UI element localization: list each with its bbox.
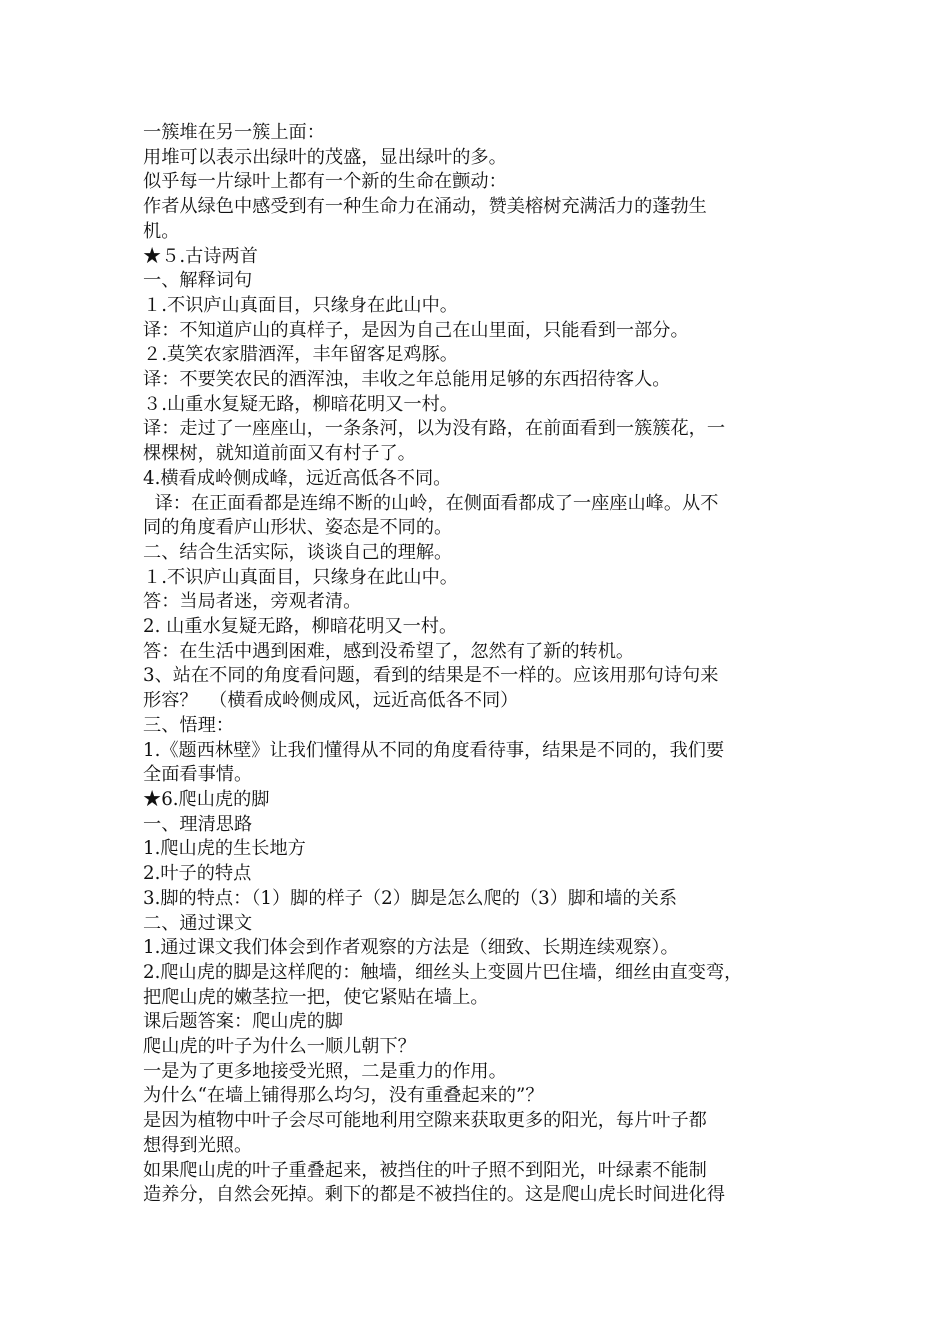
- text-line: １.不识庐山真面目，只缘身在此山中。: [143, 566, 458, 588]
- text-line: 3、站在不同的角度看问题，看到的结果是不一样的。应该用那句诗句来: [143, 665, 719, 687]
- text-line: 作者从绿色中感受到有一种生命力在涌动，赞美榕树充满活力的蓬勃生: [143, 196, 707, 218]
- text-line: 译：不知道庐山的真样子，是因为自己在山里面，只能看到一部分。: [143, 319, 689, 341]
- section-heading: ★５.古诗两首: [143, 245, 258, 267]
- text-line: 一是为了更多地接受光照，二是重力的作用。: [143, 1060, 507, 1082]
- subsection-heading: 一、解释词句: [143, 270, 253, 292]
- text-line: 1.通过课文我们体会到作者观察的方法是（细致、长期连续观察）。: [143, 937, 679, 959]
- text-line: 同的角度看庐山形状、姿态是不同的。: [143, 517, 453, 539]
- text-line: 译：走过了一座座山，一条条河，以为没有路，在前面看到一簇簇花，一: [143, 418, 726, 440]
- section-heading: ★6.爬山虎的脚: [143, 788, 270, 810]
- text-line: 4.横看成岭侧成峰，远近高低各不同。: [143, 467, 452, 489]
- text-line: 把爬山虎的嫩茎拉一把，使它紧贴在墙上。: [143, 986, 489, 1008]
- text-line: 用堆可以表示出绿叶的茂盛，显出绿叶的多。: [143, 146, 507, 168]
- text-line: 译：不要笑农民的酒浑浊，丰收之年总能用足够的东西招待客人。: [143, 369, 671, 391]
- text-line: 造养分，自然会死掉。剩下的都是不被挡住的。这是爬山虎长时间进化得: [143, 1184, 726, 1206]
- subsection-heading: 二、通过课文: [143, 912, 253, 934]
- subsection-heading: 一、理清思路: [143, 813, 253, 835]
- text-line: ２.莫笑农家腊酒浑，丰年留客足鸡豚。: [143, 344, 458, 366]
- text-line: 机。: [143, 220, 180, 242]
- text-line: 2. 山重水复疑无路，柳暗花明又一村。: [143, 616, 458, 638]
- text-line: 形容？ （横看成岭侧成风，远近高低各不同）: [143, 690, 519, 712]
- text-line: １.不识庐山真面目，只缘身在此山中。: [143, 294, 458, 316]
- text-line: 一簇堆在另一簇上面：: [143, 122, 325, 143]
- text-line: 译：在正面看都是连绵不断的山岭，在侧面看都成了一座座山峰。从不: [143, 492, 719, 514]
- text-line: 课后题答案：爬山虎的脚: [143, 1011, 344, 1033]
- text-line: 答：当局者迷，旁观者清。: [143, 591, 362, 613]
- text-line: 棵棵树，就知道前面又有村子了。: [143, 443, 416, 465]
- text-line: 2.爬山虎的脚是这样爬的：触墙，细丝头上变圆片巴住墙，细丝由直变弯，: [143, 961, 743, 983]
- text-line: 想得到光照。: [143, 1134, 253, 1156]
- document-page: [143, 121, 813, 1208]
- subsection-heading: 三、悟理：: [143, 714, 234, 736]
- subsection-heading: 二、结合生活实际，谈谈自己的理解。: [143, 541, 453, 563]
- text-line: 1.《题西林壁》让我们懂得从不同的角度看待事，结果是不同的，我们要: [143, 739, 725, 761]
- text-line: ３.山重水复疑无路，柳暗花明又一村。: [143, 393, 458, 415]
- text-line: 为什么“在墙上铺得那么均匀，没有重叠起来的”？: [143, 1085, 544, 1107]
- text-line: 2.叶子的特点: [143, 863, 252, 885]
- text-line: 全面看事情。: [143, 764, 253, 786]
- text-line: 如果爬山虎的叶子重叠起来，被挡住的叶子照不到阳光，叶绿素不能制: [143, 1159, 707, 1181]
- text-line: 1.爬山虎的生长地方: [143, 838, 306, 860]
- text-line: 爬山虎的叶子为什么一顺儿朝下？: [143, 1036, 416, 1058]
- text-line: 3.脚的特点：（1）脚的样子（2）脚是怎么爬的（3）脚和墙的关系: [143, 887, 678, 909]
- text-line: 似乎每一片绿叶上都有一个新的生命在颤动：: [143, 171, 507, 193]
- text-line: 是因为植物中叶子会尽可能地利用空隙来获取更多的阳光，每片叶子都: [143, 1110, 707, 1132]
- text-line: 答：在生活中遇到困难，感到没希望了，忽然有了新的转机。: [143, 640, 635, 662]
